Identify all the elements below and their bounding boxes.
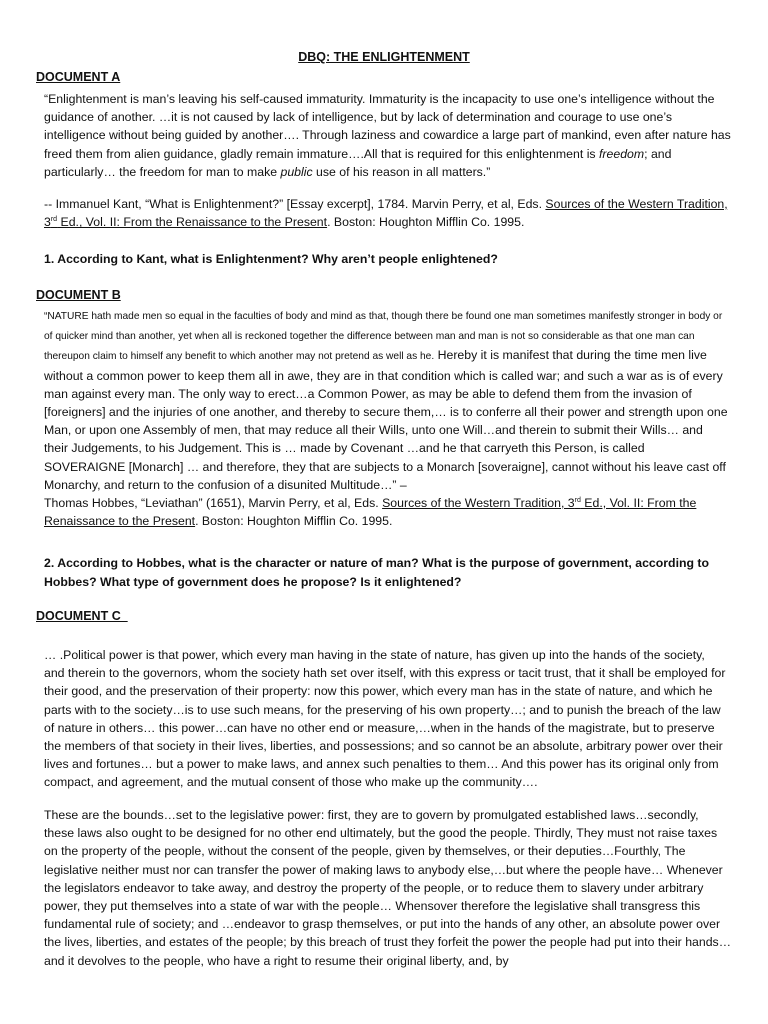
question-2: 2. According to Hobbes, what is the character or nature of man? What is the purpose of government, according to Hobbes? What type of government does he propose? Is it enlightened? [44,556,710,589]
quote-text: ; and particularly… the freedom for man to make [44,146,672,179]
document-b-quote [44,306,728,530]
citation-text: . Boston: Houghton Mifflin Co. 1995. [195,514,393,529]
question-1: 1. According to Kant, what is Enlightenment? Why aren’t people enlightened? [44,252,498,266]
quote-text: use of his reason in all matters.” [312,164,491,179]
citation-text: . Boston: Houghton Mifflin Co. 1995. [327,215,525,230]
quote-text: Hereby it is manifest that during the time men live without a common power to keep them all in awe, they are in that condition which is called war; and such a war as is of every man against every man. The only way to erect…a Common Power, as may be able to defend them from the invasion of [foreigners] and the injuries of one another, and thereby to secure them,… is to conferre all their power and strength upon one Man, or upon one Assembly of men, that may reduce all their Wills, unto one Will…and therein to submit their Wills… and their Judgements, to his Judgement. This is … made by Covenant …and he that carryeth this Person, is called SOVERAIGNE [Monarch] … and therefore, they that are subjects to a Monarch [soveraigne], cannot without his leave cast off Monarchy, and return to the confusion of a disunited Multitude…” – [44,348,728,492]
document-c-paragraph-2: These are the bounds…set to the legislative power: first, they are to govern by promulgated established laws…secondly, these laws also ought to be designed for no other end ultimately, but the good the people. Thirdly, They must not raise taxes on the property of the people, without the consent of the people, given by themselves, or their deputies…Fourthly, The legislative neither must nor can transfer the power of making laws to anybody else,…but where the people have… Whenever the legislators endeavor to take away, and destroy the property of the people, or to reduce them to slavery under arbitrary power, they put themselves into a state of war with the people… Whensover therefore the legislative shall transgress this fundamental rule of society; and …endeavor to grasp themselves, or put into the hands of any other, an absolute power over the lives, liberties, and estates of the people; by this breach of trust they forfeit the power the people had put into their hands…and it devolves to the people, who have a right to resume their original liberty, and, by [44,808,731,968]
citation-book-title: Sources of the Western Tradition, 3rd Ed., Vol. II: From the Renaissance to the Present [44,496,697,529]
citation-text: -- Immanuel Kant, “What is Enlightenment?” [Essay excerpt], 1784. Marvin Perry, et al, Eds. [44,197,546,211]
quote-emphasis: public [280,164,313,179]
quote-text: “Enlightenment is man’s leaving his self-caused immaturity. Immaturity is the incapacity to use one’s intelligence without the guidance of another. …it is not caused by lack of intelligence, but by lack of determination and courage to use one’s intelligence without being guided by another…. Through laziness and cowardice a large part of mankind, even after nature has freed them from alien guidance, gladly remain immature….All that is required for this enlightenment is [44,92,731,161]
citation-book-title: Sources of the Western Tradition, 3rd Ed., Vol. II: From the Renaissance to the Present [44,197,728,230]
quote-emphasis: freedom [599,146,645,161]
document-c-heading: DOCUMENT C [36,609,128,623]
document-a-heading: DOCUMENT A [36,70,121,84]
quote-small-text: “NATURE hath made men so equal in the faculties of body and mind as that, though there be found one man sometimes manifestly stronger in body or of quicker mind than another, yet when all is reckoned together the difference between man and man is not so considerable as that one man can thereupon claim to himself any benefit to which another may not pretend as well as he. [44,311,723,363]
citation-text: Thomas Hobbes, “Leviathan” (1651), Marvin Perry, et al, Eds. [44,496,383,511]
document-a-quote [44,90,732,181]
document-b-heading: DOCUMENT B [36,288,121,302]
page-title: DBQ: THE ENLIGHTENMENT [298,50,470,64]
document-a-citation [44,195,734,231]
document-c-paragraph-1: … .Political power is that power, which every man having in the state of nature, has given up into the hands of the society, and therein to the governors, whom the society hath set over itself, with this express or tacit trust, that it shall be employed for their good, and the preservation of their property: now this power, which every man has in the state of nature, and which he parts with to the society…is to use such means, for the preserving of his own property…; and to punish the breach of the law of nature in others… this power…can have no other end or measure,…when in the hands of the magistrate, but to preserve the members of that society in their lives, liberties, and possessions; and so cannot be an absolute, arbitrary power over their lives and fortunes… but a power to make laws, and annex such penalties to them… And this power has its original only from compact, and agreement, and the mutual consent of those who make up the community…. [44,648,726,790]
